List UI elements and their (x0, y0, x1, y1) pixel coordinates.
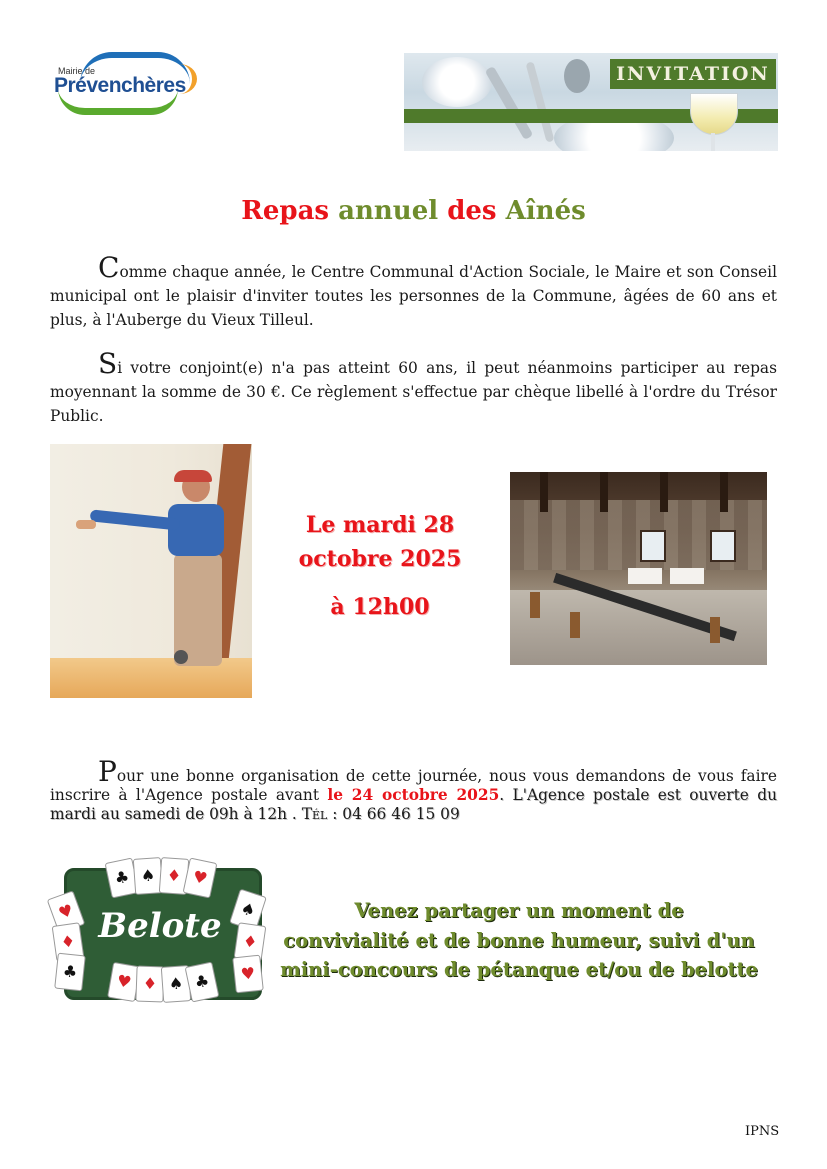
fork-icon (485, 66, 534, 140)
title-word: Aînés (505, 196, 586, 226)
window (640, 530, 666, 562)
table-cloth (670, 568, 704, 584)
logo-name: Prévenchères (54, 74, 186, 97)
paragraph-text: omme chaque année, le Centre Communal d'Action Sociale, le Maire et son Conseil municipal ont le plaisir d'inviter toutes les personnes de la Commune, âgées de 60 ans et plus, à l'Auberge du Vieux Tilleul. (50, 263, 777, 329)
chair (570, 612, 580, 638)
heart-card-icon: ♥ (107, 962, 141, 1002)
drop-cap: P (98, 755, 117, 788)
player-arm (90, 509, 181, 530)
window (710, 530, 736, 562)
mairie-logo (52, 50, 200, 112)
ceiling-beam (660, 472, 668, 512)
diamond-card-icon: ♦ (135, 966, 164, 1003)
phone-number: : 04 66 46 15 09 (327, 805, 460, 823)
player-hand (76, 520, 96, 529)
plate-image (422, 57, 492, 107)
player-shirt (168, 504, 224, 556)
ground (50, 658, 252, 698)
boule-icon (174, 650, 188, 664)
restaurant-photo (510, 472, 767, 665)
paragraph-text: . L'Agence postale est ouverte du mardi au samedi de 09h à 12h . (50, 786, 777, 823)
diamond-card-icon: ♦ (159, 857, 189, 895)
player-cap (174, 470, 212, 482)
title-word: des (447, 196, 497, 226)
belote-badge (50, 858, 266, 1002)
ceiling-beam (540, 472, 548, 512)
invitation-label: INVITATION (610, 59, 776, 89)
drop-cap: C (98, 251, 120, 284)
champagne-glass-icon (690, 93, 738, 135)
heart-card-icon: ♥ (47, 890, 86, 933)
spade-card-icon: ♠ (229, 889, 267, 932)
event-date-line1: Le mardi 28 (305, 512, 455, 538)
heart-card-icon: ♥ (183, 857, 218, 898)
slogan-line: mini-concours de pétanque et/ou de belotte (280, 958, 758, 981)
event-date-line2: octobre 2025 (298, 546, 462, 572)
table-cloth (628, 568, 662, 584)
title-word: annuel (338, 196, 439, 226)
paragraph-text: i votre conjoint(e) n'a pas atteint 60 ans, il peut néanmoins participer au repas moyennant la somme de 30 €. Ce règlement s'effectue par chèque libellé à l'ordre du Trésor Public. (50, 359, 777, 425)
petanque-player-photo (50, 444, 252, 698)
spade-card-icon: ♠ (133, 857, 163, 895)
ceiling-beam (720, 472, 728, 512)
logo-small-text: Mairie de (58, 66, 96, 76)
club-card-icon: ♣ (54, 953, 86, 992)
chair (710, 617, 720, 643)
diamond-card-icon: ♦ (52, 922, 85, 962)
glass-stem (711, 133, 715, 151)
diamond-card-icon: ♦ (234, 922, 267, 962)
chair (530, 592, 540, 618)
heart-card-icon: ♥ (232, 955, 264, 994)
invitation-banner (404, 53, 778, 151)
deadline-date: le 24 octobre 2025 (327, 786, 500, 804)
registration-paragraph (50, 755, 777, 825)
title-word: Repas (241, 196, 330, 226)
phone-label: TÉL (301, 805, 328, 823)
ceiling-beam (600, 472, 608, 512)
spade-card-icon: ♠ (161, 965, 191, 1003)
paragraph-text: our une bonne organisation de cette journée, nous vous demandons de vous faire inscrire à l'Agence postale avant (50, 767, 777, 804)
event-time: à 12h00 (330, 594, 430, 620)
drop-cap: S (98, 347, 118, 380)
footer-ipns: IPNS (745, 1124, 780, 1139)
spouse-paragraph (50, 347, 777, 428)
belote-word: Belote (98, 906, 222, 946)
slogan-line: convivialité et de bonne humeur, suivi d'un (283, 928, 755, 952)
intro-paragraph (50, 251, 777, 332)
slogan (272, 896, 766, 985)
club-card-icon: ♣ (185, 961, 220, 1002)
page-title (0, 196, 827, 226)
spoon-icon (564, 59, 590, 93)
slogan-line: Venez partager un moment de (354, 899, 684, 922)
club-card-icon: ♣ (105, 857, 140, 898)
